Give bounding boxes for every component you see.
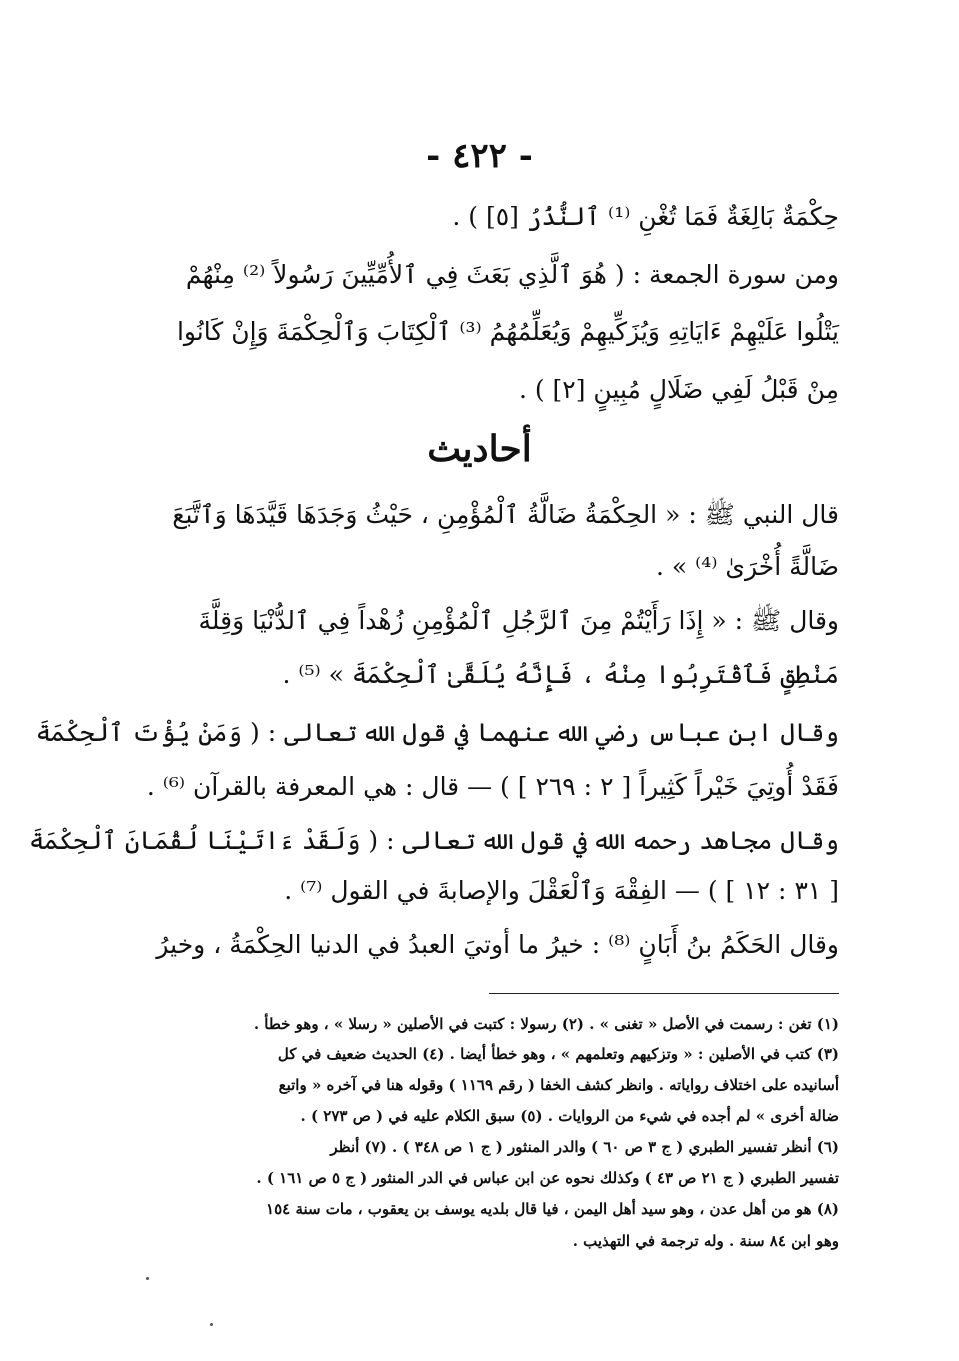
text-line: قال النبي ﷺ : « الحِكْمَةُ ضَالَّةُ ٱلْمُؤْمِنِ ، حَيْثُ وَجَدَهَا قَيَّدَهَا وَٱتَّبَعَ	[172, 500, 839, 529]
text-line: مِنْ قَبْلُ لَفِي ضَلَالٍ مُبِينٍ [٢] ) .	[518, 375, 839, 404]
text-line: مَنْطِقٍ فَٱقْتَرِبُوا مِنْهُ ، فَإِنَّهُ يُلَقَّىٰ ٱلْحِكْمَةَ » ⁽⁵⁾ .	[282, 660, 839, 689]
text-line: حِكْمَةٌ بَالِغَةٌ فَمَا تُغْنِ ⁽¹⁾ ٱلنُّذُرُ [٥] ) .	[452, 202, 839, 231]
scan-speck	[210, 1323, 213, 1326]
text-line: وقال ﷺ : « إِذَا رَأَيْتُمْ مِنَ ٱلرَّجُلِ ٱلْمُؤْمِنِ زُهْداً فِي ٱلدُّنْيَا وَقِلَّةَ	[198, 606, 839, 635]
footnote-line: (٦) أنظر تفسير الطبري ( ج ٣ ص ٦٠ ) والدر المنثور ( ج ١ ص ٣٤٨ ) . (٧) أنظر	[330, 1138, 839, 1156]
footnote-line: (٨) هو من أهل عدن ، وهو سيد أهل اليمن ، فيا قال بلديه يوسف بن يعقوب ، مات سنة ١٥٤	[266, 1200, 839, 1218]
footnote-line: أسانيده على اختلاف رواياته . وانظر كشف الخفا ( رقم ١١٦٩ ) وقوله هنا في آخره « واتبع	[278, 1076, 839, 1094]
footnote-line: ضالة أخرى » لم أجده في شيء من الروايات . (٥) سبق الكلام عليه في ( ص ٢٧٣ ) .	[300, 1107, 839, 1125]
text-line: وقال الحَكَمُ بنُ أَبَانٍ ⁽⁸⁾ : خيرُ ما أوتيَ العبدُ في الدنيا الحِكْمَةُ ، وخيرُ	[156, 930, 839, 959]
footnote-line: تفسير الطبري ( ج ٢١ ص ٤٣ ) وكذلك نحوه عن ابن عباس في الدر المنثور ( ج ٥ ص ١٦١ ) .	[256, 1169, 839, 1187]
text-line: ومن سورة الجمعة : ( هُوَ ٱلَّذِي بَعَثَ فِي ٱلأُمِّيِّينَ رَسُولاً ⁽²⁾ مِنْهُمْ	[185, 260, 839, 289]
footnote-line: (١) تغن : رسمت في الأصل « تغنى » . (٢) رسولا : كتبت في الأصلين « رسلا » ، وهو خطأ .	[253, 1015, 839, 1033]
footnote-line: وهو ابن ٨٤ سنة . وله ترجمة في التهذيب .	[572, 1232, 839, 1250]
text-line: [ ٣١ : ١٢ ] ) — الفِقْهَ وَٱلْعَقْلَ والإصابةَ في القول ⁽⁷⁾ .	[284, 876, 839, 905]
scan-speck	[146, 1277, 149, 1280]
footnote-line: (٣) كتب في الأصلين : « وتزكيهم وتعلمهم » ، وهو خطأ أيضا . (٤) الحديث ضعيف في كل	[277, 1045, 839, 1063]
text-line: ضَالَّةً أُخْرَىٰ ⁽⁴⁾ » .	[656, 552, 839, 581]
text-line: وقال مجاهد رحمه الله في قول الله تعالى : ( وَلَقَدْ ءَاتَيْنَا لُقْمَانَ ٱلْحِكْمَةَ	[29, 826, 839, 855]
footnote-separator	[489, 993, 839, 994]
text-line: فَقَدْ أُوتِيَ خَيْراً كَثِيراً [ ٢ : ٢٦٩ ] ) — قال : هي المعرفة بالقرآن ⁽⁶⁾ .	[146, 772, 839, 801]
text-line: وقال ابن عباس رضي الله عنهما في قول الله تعالى : ( وَمَنْ يُؤْتَ ٱلْحِكْمَةَ	[35, 718, 839, 747]
text-line: يَتْلُوا عَلَيْهِمْ ءَايَاتِهِ وَيُزَكِّيهِمْ وَيُعَلِّمُهُمُ ⁽³⁾ ٱلْكِتَابَ وَٱلْحِكْمَةَ وَإِنْ كَانُوا	[176, 317, 839, 346]
page-number: - ٤٢٢ -	[426, 136, 533, 176]
section-heading: أحاديث	[427, 428, 532, 470]
